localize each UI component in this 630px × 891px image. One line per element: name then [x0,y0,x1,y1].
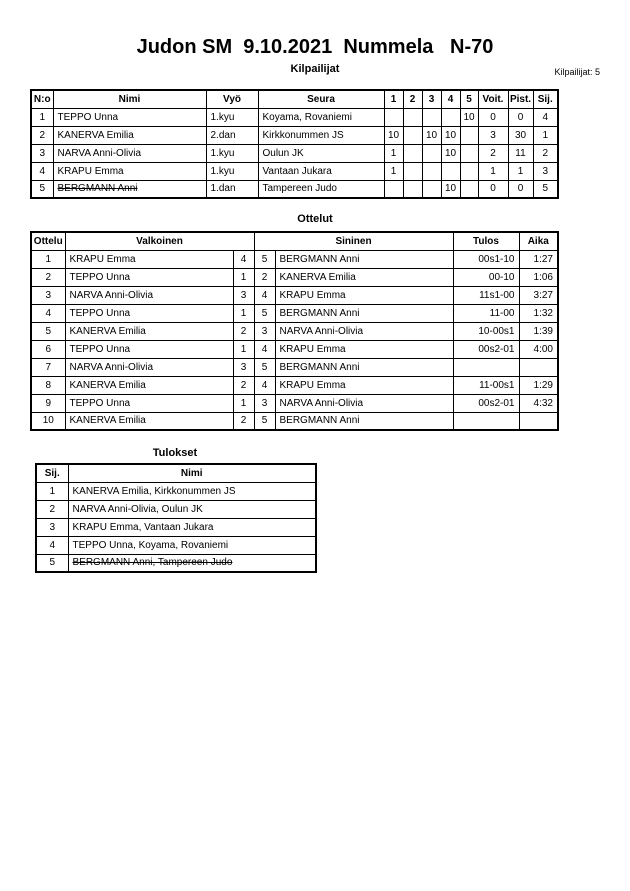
col-header-4: 4 [441,90,460,108]
cell-white-name: NARVA Anni-Olivia [65,358,233,376]
cell-score-2 [403,180,422,198]
cell-seura: Oulun JK [258,144,384,162]
kilpailijat-count: Kilpailijat: 5 [554,67,600,77]
cell-nimi: BERGMANN Anni, Tampereen Judo [68,554,316,572]
cell-blue-name: KANERVA Emilia [275,268,453,286]
cell-no: 3 [31,144,53,162]
cell-match-no: 1 [31,250,65,268]
cell-vyo: 1.kyu [206,108,258,126]
cell-aika: 4:32 [519,394,558,412]
cell-sij: 4 [36,536,68,554]
cell-score-3: 10 [422,126,441,144]
cell-blue-name: BERGMANN Anni [275,250,453,268]
tulokset-heading: Tulokset [152,447,198,459]
col-header-tulos: Tulos [453,232,519,250]
cell-tulos: 11-00s1 [453,376,519,394]
cell-aika [519,412,558,430]
cell-sij: 5 [36,554,68,572]
col-header-pist: Pist. [508,90,533,108]
table-row [36,500,316,518]
cell-score-4: 10 [441,180,460,198]
table-row [31,108,558,126]
cell-blue-name: NARVA Anni-Olivia [275,322,453,340]
col-header-no: N:o [31,90,53,108]
cell-blue-number: 5 [254,412,275,430]
cell-aika: 1:29 [519,376,558,394]
cell-match-no: 10 [31,412,65,430]
cell-white-number: 1 [233,268,254,286]
cell-white-number: 1 [233,394,254,412]
table-row [36,554,316,572]
tulokset-header-row [36,464,316,482]
cell-white-number: 1 [233,340,254,358]
cell-tulos: 11s1-00 [453,286,519,304]
cell-blue-name: KRAPU Emma [275,340,453,358]
cell-white-number: 1 [233,304,254,322]
cell-pist: 11 [508,144,533,162]
table-row [31,394,558,412]
cell-match-no: 5 [31,322,65,340]
cell-score-2 [403,144,422,162]
cell-nimi: KRAPU Emma [53,162,206,180]
kilpailijat-section [30,89,559,199]
col-header-voit: Voit. [478,90,508,108]
cell-tulos: 00s2-01 [453,394,519,412]
cell-match-no: 6 [31,340,65,358]
cell-blue-number: 4 [254,376,275,394]
cell-nimi: KANERVA Emilia [53,126,206,144]
cell-score-2 [403,108,422,126]
cell-aika: 1:32 [519,304,558,322]
cell-score-4: 10 [441,126,460,144]
cell-vyo: 1.kyu [206,144,258,162]
table-row [31,304,558,322]
cell-white-name: TEPPO Unna [65,304,233,322]
cell-voit: 0 [478,108,508,126]
cell-vyo: 1.kyu [206,162,258,180]
table-row [31,340,558,358]
table-row [36,536,316,554]
table-row [31,144,558,162]
cell-white-number: 3 [233,358,254,376]
cell-score-3 [422,162,441,180]
cell-blue-number: 4 [254,340,275,358]
cell-aika: 3:27 [519,286,558,304]
table-row [36,482,316,500]
cell-sij: 3 [533,162,558,180]
cell-no: 1 [31,108,53,126]
tulokset-section [35,463,317,573]
cell-no: 2 [31,126,53,144]
cell-white-number: 2 [233,322,254,340]
cell-aika: 1:06 [519,268,558,286]
ottelut-section [30,231,559,431]
table-row [31,358,558,376]
table-row [31,412,558,430]
cell-nimi: NARVA Anni-Olivia, Oulun JK [68,500,316,518]
cell-match-no: 8 [31,376,65,394]
table-row [31,376,558,394]
cell-score-3 [422,144,441,162]
cell-tulos [453,358,519,376]
col-header-3: 3 [422,90,441,108]
table-row [31,322,558,340]
cell-pist: 30 [508,126,533,144]
cell-blue-number: 5 [254,304,275,322]
cell-nimi: TEPPO Unna, Koyama, Rovaniemi [68,536,316,554]
cell-pist: 1 [508,162,533,180]
cell-sij: 2 [533,144,558,162]
cell-pist: 0 [508,180,533,198]
cell-vyo: 2.dan [206,126,258,144]
cell-sij: 5 [533,180,558,198]
ottelut-heading: Ottelut [297,213,333,225]
cell-blue-number: 5 [254,358,275,376]
cell-score-1: 1 [384,144,403,162]
cell-white-number: 4 [233,250,254,268]
cell-blue-number: 3 [254,322,275,340]
table-row [31,126,558,144]
cell-score-4: 10 [441,144,460,162]
col-header-nimi: Nimi [53,90,206,108]
cell-match-no: 9 [31,394,65,412]
cell-seura: Vantaan Jukara [258,162,384,180]
cell-blue-name: BERGMANN Anni [275,358,453,376]
cell-nimi: NARVA Anni-Olivia [53,144,206,162]
table-row [31,162,558,180]
cell-voit: 2 [478,144,508,162]
table-row [31,268,558,286]
ottelut-header-row [31,232,558,250]
col-header-ottelu: Ottelu [31,232,65,250]
cell-sij: 2 [36,500,68,518]
cell-score-5 [460,180,478,198]
page-title: Judon SM 9.10.2021 Nummela N-70 [136,36,494,58]
cell-white-name: KANERVA Emilia [65,322,233,340]
cell-no: 4 [31,162,53,180]
table-row [31,250,558,268]
cell-white-number: 2 [233,412,254,430]
cell-vyo: 1.dan [206,180,258,198]
cell-score-5 [460,144,478,162]
cell-sij: 3 [36,518,68,536]
cell-score-1: 1 [384,162,403,180]
cell-score-1 [384,108,403,126]
table-row [31,286,558,304]
cell-sij: 4 [533,108,558,126]
cell-white-name: NARVA Anni-Olivia [65,286,233,304]
cell-nimi: BERGMANN Anni [53,180,206,198]
cell-voit: 3 [478,126,508,144]
kilpailijat-header-row [31,90,558,108]
cell-white-name: TEPPO Unna [65,340,233,358]
cell-blue-number: 3 [254,394,275,412]
cell-white-name: KRAPU Emma [65,250,233,268]
cell-blue-number: 2 [254,268,275,286]
cell-tulos: 11-00 [453,304,519,322]
cell-score-3 [422,108,441,126]
cell-white-name: TEPPO Unna [65,268,233,286]
col-header-5: 5 [460,90,478,108]
cell-score-5 [460,126,478,144]
cell-score-5 [460,162,478,180]
cell-sij: 1 [36,482,68,500]
cell-match-no: 7 [31,358,65,376]
cell-seura: Tampereen Judo [258,180,384,198]
table-row [31,180,558,198]
cell-blue-number: 5 [254,250,275,268]
kilpailijat-heading: Kilpailijat [290,63,340,75]
cell-tulos [453,412,519,430]
cell-blue-name: KRAPU Emma [275,376,453,394]
cell-match-no: 4 [31,304,65,322]
cell-nimi: KRAPU Emma, Vantaan Jukara [68,518,316,536]
col-header-sininen: Sininen [254,232,453,250]
cell-aika: 1:39 [519,322,558,340]
cell-blue-name: BERGMANN Anni [275,412,453,430]
col-header-valkoinen: Valkoinen [65,232,254,250]
col-header-2: 2 [403,90,422,108]
col-header-vyo: Vyö [206,90,258,108]
table-row [36,518,316,536]
kilpailijat-table [30,89,559,199]
ottelut-table [30,231,559,431]
cell-tulos: 00s1-10 [453,250,519,268]
cell-voit: 0 [478,180,508,198]
cell-match-no: 2 [31,268,65,286]
col-header-seura: Seura [258,90,384,108]
cell-nimi: KANERVA Emilia, Kirkkonummen JS [68,482,316,500]
cell-voit: 1 [478,162,508,180]
cell-aika: 1:27 [519,250,558,268]
cell-white-number: 3 [233,286,254,304]
col-header-sij: Sij. [533,90,558,108]
cell-white-name: TEPPO Unna [65,394,233,412]
cell-score-4 [441,162,460,180]
cell-no: 5 [31,180,53,198]
cell-blue-name: NARVA Anni-Olivia [275,394,453,412]
cell-white-name: KANERVA Emilia [65,376,233,394]
cell-score-1: 10 [384,126,403,144]
col-header-aika: Aika [519,232,558,250]
cell-pist: 0 [508,108,533,126]
cell-blue-name: BERGMANN Anni [275,304,453,322]
cell-tulos: 10-00s1 [453,322,519,340]
cell-white-name: KANERVA Emilia [65,412,233,430]
cell-score-4 [441,108,460,126]
cell-aika: 4:00 [519,340,558,358]
cell-nimi: TEPPO Unna [53,108,206,126]
cell-score-2 [403,162,422,180]
cell-score-3 [422,180,441,198]
cell-score-1 [384,180,403,198]
cell-white-number: 2 [233,376,254,394]
cell-score-2 [403,126,422,144]
cell-sij: 1 [533,126,558,144]
cell-tulos: 00-10 [453,268,519,286]
cell-seura: Kirkkonummen JS [258,126,384,144]
tulokset-table [35,463,317,573]
cell-tulos: 00s2-01 [453,340,519,358]
col-header-1: 1 [384,90,403,108]
cell-seura: Koyama, Rovaniemi [258,108,384,126]
col-header-sij: Sij. [36,464,68,482]
cell-aika [519,358,558,376]
cell-blue-number: 4 [254,286,275,304]
cell-match-no: 3 [31,286,65,304]
cell-blue-name: KRAPU Emma [275,286,453,304]
cell-score-5: 10 [460,108,478,126]
col-header-nimi: Nimi [68,464,316,482]
